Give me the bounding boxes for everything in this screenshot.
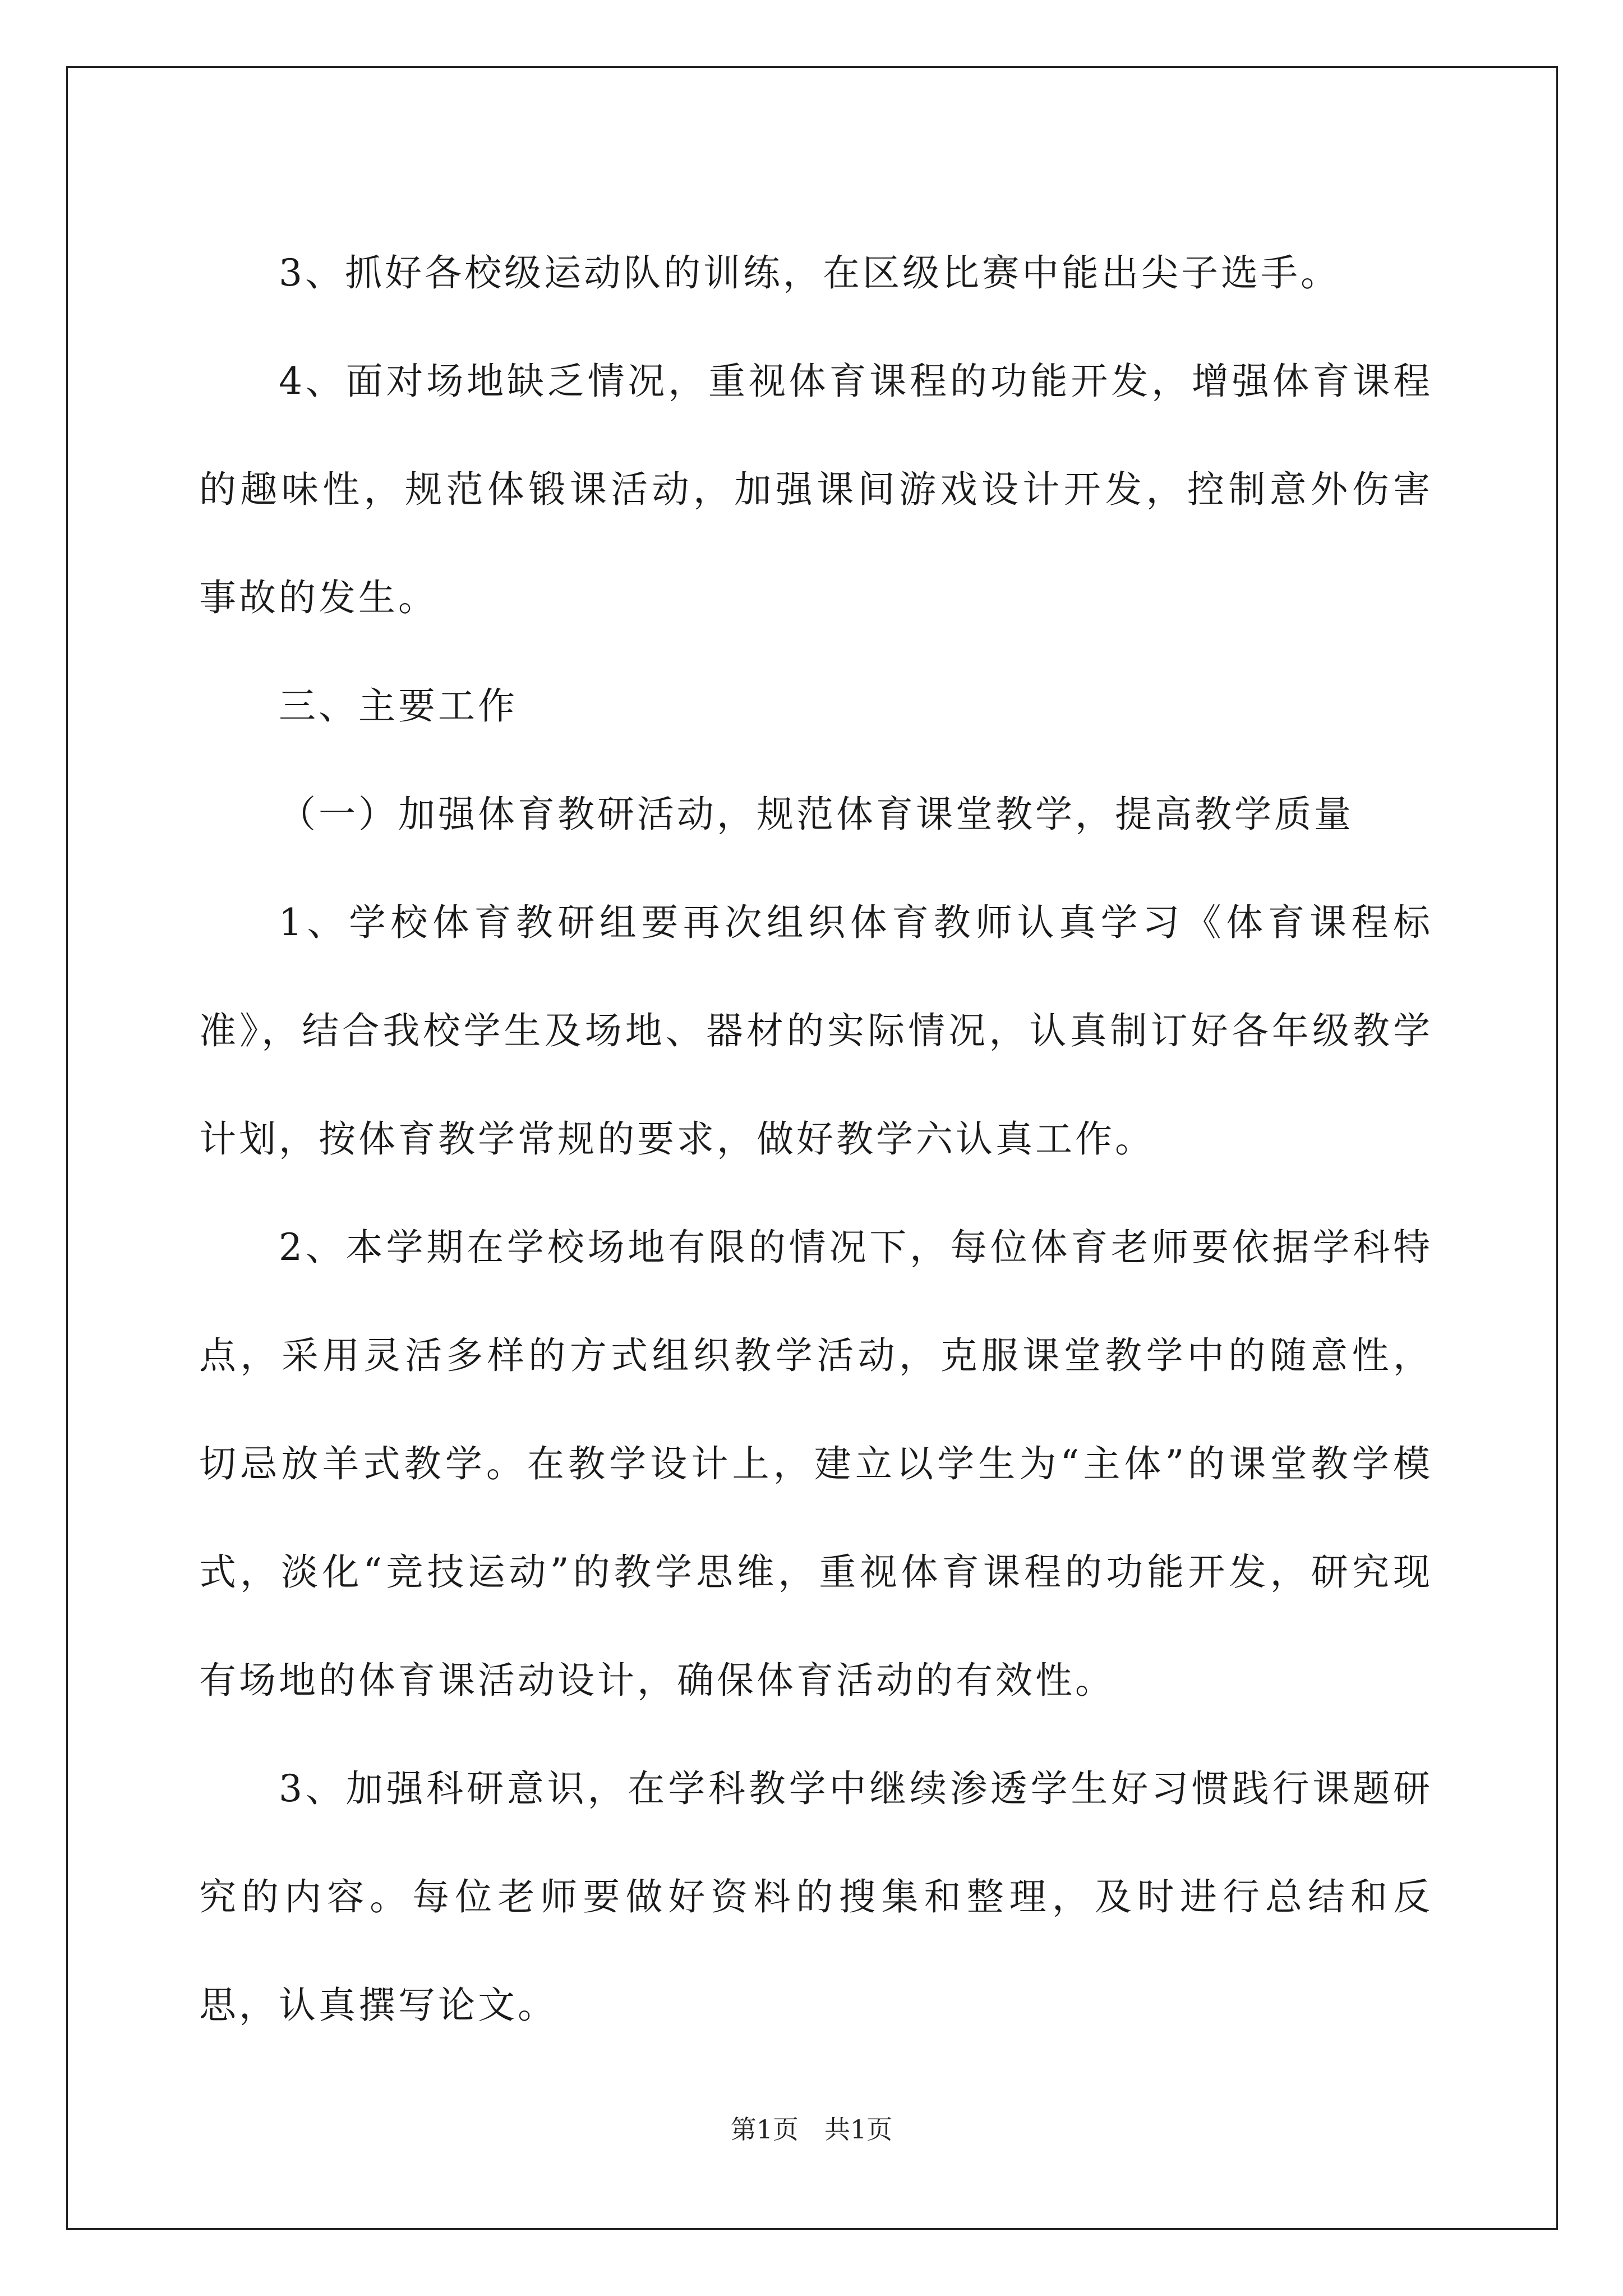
section-heading-main-work: 三、主要工作: [279, 684, 518, 728]
paragraph-item-1: 1、学校体育教研组要再次组织体育教师认真学习《体育课程标准》，结合我校学生及场地、器材的实际情况，认真制订好各年级教学计划，按体育教学常规的要求，做好教学六认真工作。: [199, 901, 1433, 1161]
page-total: 共1页: [824, 2114, 893, 2145]
document-body: [199, 219, 1433, 2059]
page-number: 第1页: [730, 2114, 799, 2145]
paragraph-goal-4: 4、面对场地缺乏情况，重视体育课程的功能开发，增强体育课程的趣味性，规范体锻课活动，加强课间游戏设计开发，控制意外伤害事故的发生。: [199, 360, 1433, 619]
page-footer: [0, 2109, 1623, 2146]
paragraph-goal-3: 3、抓好各校级运动队的训练，在区级比赛中能出尖子选手。: [279, 251, 1340, 295]
paragraph-item-2: 2、本学期在学校场地有限的情况下，每位体育老师要依据学科特点，采用灵活多样的方式组织教学活动，克服课堂教学中的随意性，切忌放羊式教学。在教学设计上，建立以学生为“主体”的课堂教学模式，淡化“竞技运动”的教学思维，重视体育课程的功能开发，研究现有场地的体育课活动设计，确保体育活动的有效性。: [199, 1226, 1433, 1702]
paragraph-item-3: 3、加强科研意识，在学科教学中继续渗透学生好习惯践行课题研究的内容。每位老师要做好资料的搜集和整理，及时进行总结和反思，认真撰写论文。: [199, 1767, 1433, 2027]
subsection-heading-1: （一）加强体育教研活动，规范体育课堂教学，提高教学质量: [279, 793, 1354, 836]
